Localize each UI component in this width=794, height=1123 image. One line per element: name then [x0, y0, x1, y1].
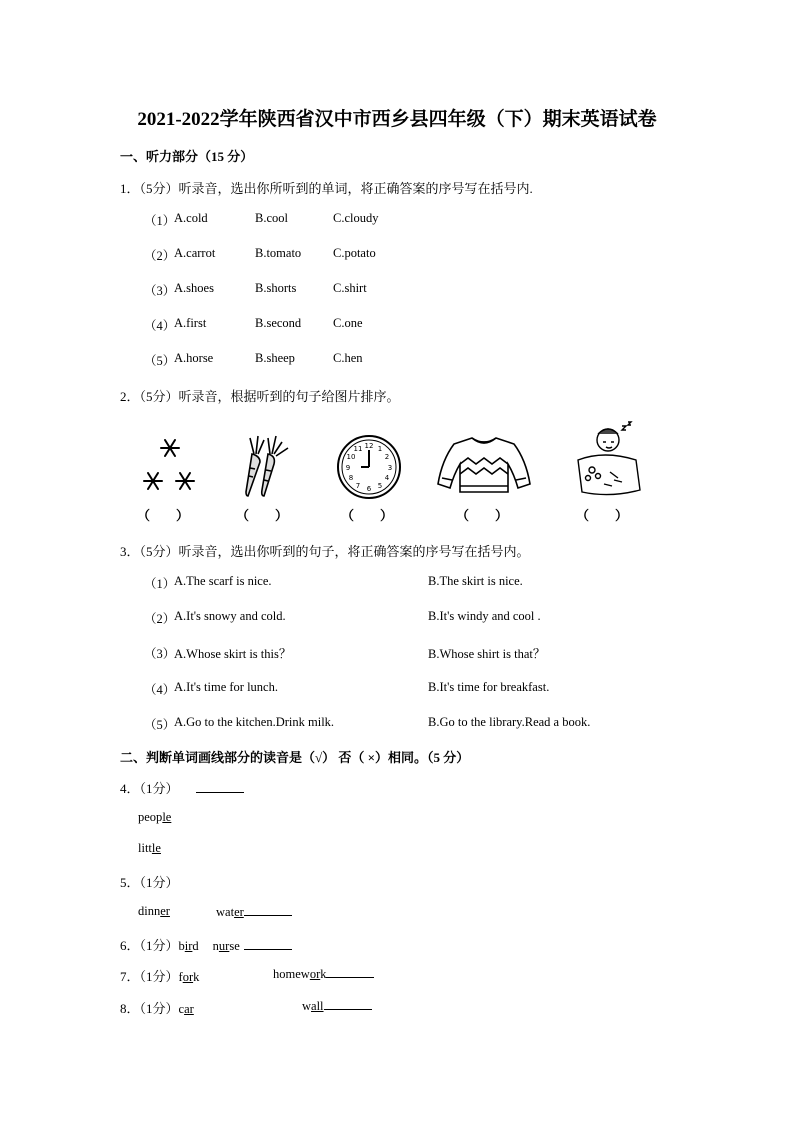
q1-option-a: A.first: [174, 316, 207, 330]
q1-option-a: A.carrot: [174, 246, 216, 260]
question-4-row: [120, 778, 244, 797]
underlined-part: ur: [218, 939, 230, 953]
q1-item-num: （1）: [144, 214, 176, 228]
word-part: k: [320, 967, 327, 981]
q8-word-1: [179, 1002, 194, 1016]
q1-item-num: （2）: [144, 249, 176, 263]
q3-option-a: A.Whose skirt is this？: [174, 647, 292, 661]
word-part: k: [193, 970, 200, 984]
answer-paren-1[interactable]: （ ）: [137, 508, 190, 523]
q3-item-num: （3）: [144, 647, 176, 661]
q3-item-num: （5）: [144, 718, 176, 732]
q1-item-num: （5）: [144, 354, 176, 368]
q3-option-b: B.Whose shirt is that？: [428, 647, 546, 661]
q1-option-b: B.shorts: [255, 281, 297, 295]
svg-text:12: 12: [364, 442, 374, 450]
q3-item-num: （4）: [144, 683, 176, 697]
q3-option-b: B.It's time for breakfast.: [428, 680, 550, 694]
answer-blank[interactable]: [244, 938, 292, 950]
q7-word-2: [273, 966, 374, 982]
answer-paren-3[interactable]: （ ）: [341, 508, 394, 523]
svg-text:7: 7: [355, 482, 361, 490]
question-8-stem: 8．（1分）: [120, 1001, 179, 1016]
svg-text:11: 11: [353, 445, 363, 453]
word-part: n: [212, 939, 219, 953]
word-part: litt: [138, 841, 152, 855]
clock-picture: [336, 434, 402, 500]
q3-option-b: B.The skirt is nice.: [428, 574, 523, 588]
q5-word-2: [216, 904, 292, 920]
q3-option-a: A.It's time for lunch.: [174, 680, 278, 694]
q1-option-c: C.potato: [333, 246, 376, 260]
question-6-row: [120, 935, 292, 954]
q1-option-c: C.cloudy: [333, 211, 379, 225]
underlined-part: all: [311, 999, 324, 1013]
q3-item-num: （1）: [144, 577, 176, 591]
q7-word-1: [179, 970, 200, 984]
underlined-part: er: [160, 904, 170, 918]
word-part: c: [178, 1002, 185, 1016]
word-part: f: [178, 970, 183, 984]
answer-paren-5[interactable]: （ ）: [576, 508, 629, 523]
q3-option-a: A.It's snowy and cold.: [174, 609, 286, 623]
answer-blank[interactable]: [324, 998, 372, 1010]
underlined-part: le: [151, 841, 161, 855]
svg-text:1: 1: [377, 445, 383, 453]
question-6-stem: 6．（1分）: [120, 938, 179, 953]
underlined-part: ir: [184, 939, 193, 953]
word-part: dinn: [138, 904, 161, 918]
section-2-heading: 二、判断单词画线部分的读音是（√） 否（ ×）相同。（5 分）: [120, 750, 470, 765]
q1-option-a: A.horse: [174, 351, 214, 365]
question-5-stem: 5．（1分）: [120, 875, 179, 890]
q6-word-1: [179, 939, 199, 953]
q4-word-2: [138, 841, 161, 856]
svg-text:3: 3: [387, 464, 393, 472]
question-4-stem: 4．（1分）: [120, 781, 179, 796]
svg-text:8: 8: [348, 474, 354, 482]
question-7-row: [120, 966, 199, 985]
q1-option-b: B.tomato: [255, 246, 302, 260]
svg-text:4: 4: [384, 474, 390, 482]
q1-option-a: A.shoes: [174, 281, 214, 295]
svg-text:9: 9: [345, 464, 351, 472]
underlined-part: er: [234, 905, 244, 919]
sweater-picture: [436, 434, 532, 496]
question-2-stem: 2．（5分）听录音，根据听到的句子给图片排序。: [120, 389, 400, 404]
question-8-row: [120, 998, 194, 1017]
q5-word-1: [138, 904, 170, 919]
svg-text:5: 5: [377, 482, 383, 490]
carrots-picture: [238, 432, 298, 500]
answer-blank[interactable]: [244, 904, 292, 916]
question-3-stem: 3．（5分）听录音，选出你听到的句子，将正确答案的序号写在括号内。: [120, 544, 530, 559]
answer-paren-2[interactable]: （ ）: [236, 508, 289, 523]
word-part: d: [192, 939, 199, 953]
q1-item-num: （4）: [144, 319, 176, 333]
q1-option-c: C.one: [333, 316, 363, 330]
q3-option-a: A.Go to the kitchen.Drink milk.: [174, 715, 335, 729]
question-1-stem: 1．（5分）听录音，选出你所听到的单词，将正确答案的序号写在括号内.: [120, 181, 533, 196]
svg-text:6: 6: [366, 485, 372, 493]
q8-word-2: [302, 998, 372, 1014]
page-title: 2021-2022学年陕西省汉中市西乡县四年级（下）期末英语试卷: [137, 109, 657, 130]
section-1-heading: 一、听力部分（15 分）: [120, 149, 254, 164]
sleeping-child-picture: [574, 420, 644, 496]
q1-option-c: C.shirt: [333, 281, 367, 295]
q1-option-b: B.cool: [255, 211, 288, 225]
word-part: se: [229, 939, 240, 953]
q1-option-a: A.cold: [174, 211, 208, 225]
word-part: wat: [216, 905, 235, 919]
word-part: w: [302, 999, 312, 1013]
q1-option-c: C.hen: [333, 351, 363, 365]
svg-text:2: 2: [384, 453, 390, 461]
word-part: peop: [138, 810, 163, 824]
underlined-part: ar: [184, 1002, 194, 1016]
q1-item-num: （3）: [144, 284, 176, 298]
q6-word-2: [213, 939, 240, 953]
question-7-stem: 7．（1分）: [120, 969, 179, 984]
q3-item-num: （2）: [144, 612, 176, 626]
svg-text:10: 10: [346, 453, 356, 461]
underlined-part: or: [182, 970, 194, 984]
underlined-part: or: [309, 967, 321, 981]
snowflakes-picture: [136, 436, 200, 498]
q3-option-b: B.It's windy and cool .: [428, 609, 541, 623]
underlined-part: le: [162, 810, 172, 824]
q3-option-b: B.Go to the library.Read a book.: [428, 715, 591, 729]
q3-option-a: A.The scarf is nice.: [174, 574, 272, 588]
answer-paren-4[interactable]: （ ）: [456, 508, 509, 523]
answer-blank[interactable]: [196, 781, 244, 793]
q1-option-b: B.second: [255, 316, 302, 330]
q4-word-1: [138, 810, 171, 825]
answer-blank[interactable]: [326, 966, 374, 978]
q1-option-b: B.sheep: [255, 351, 295, 365]
word-part: homew: [273, 967, 310, 981]
word-part: b: [178, 939, 185, 953]
